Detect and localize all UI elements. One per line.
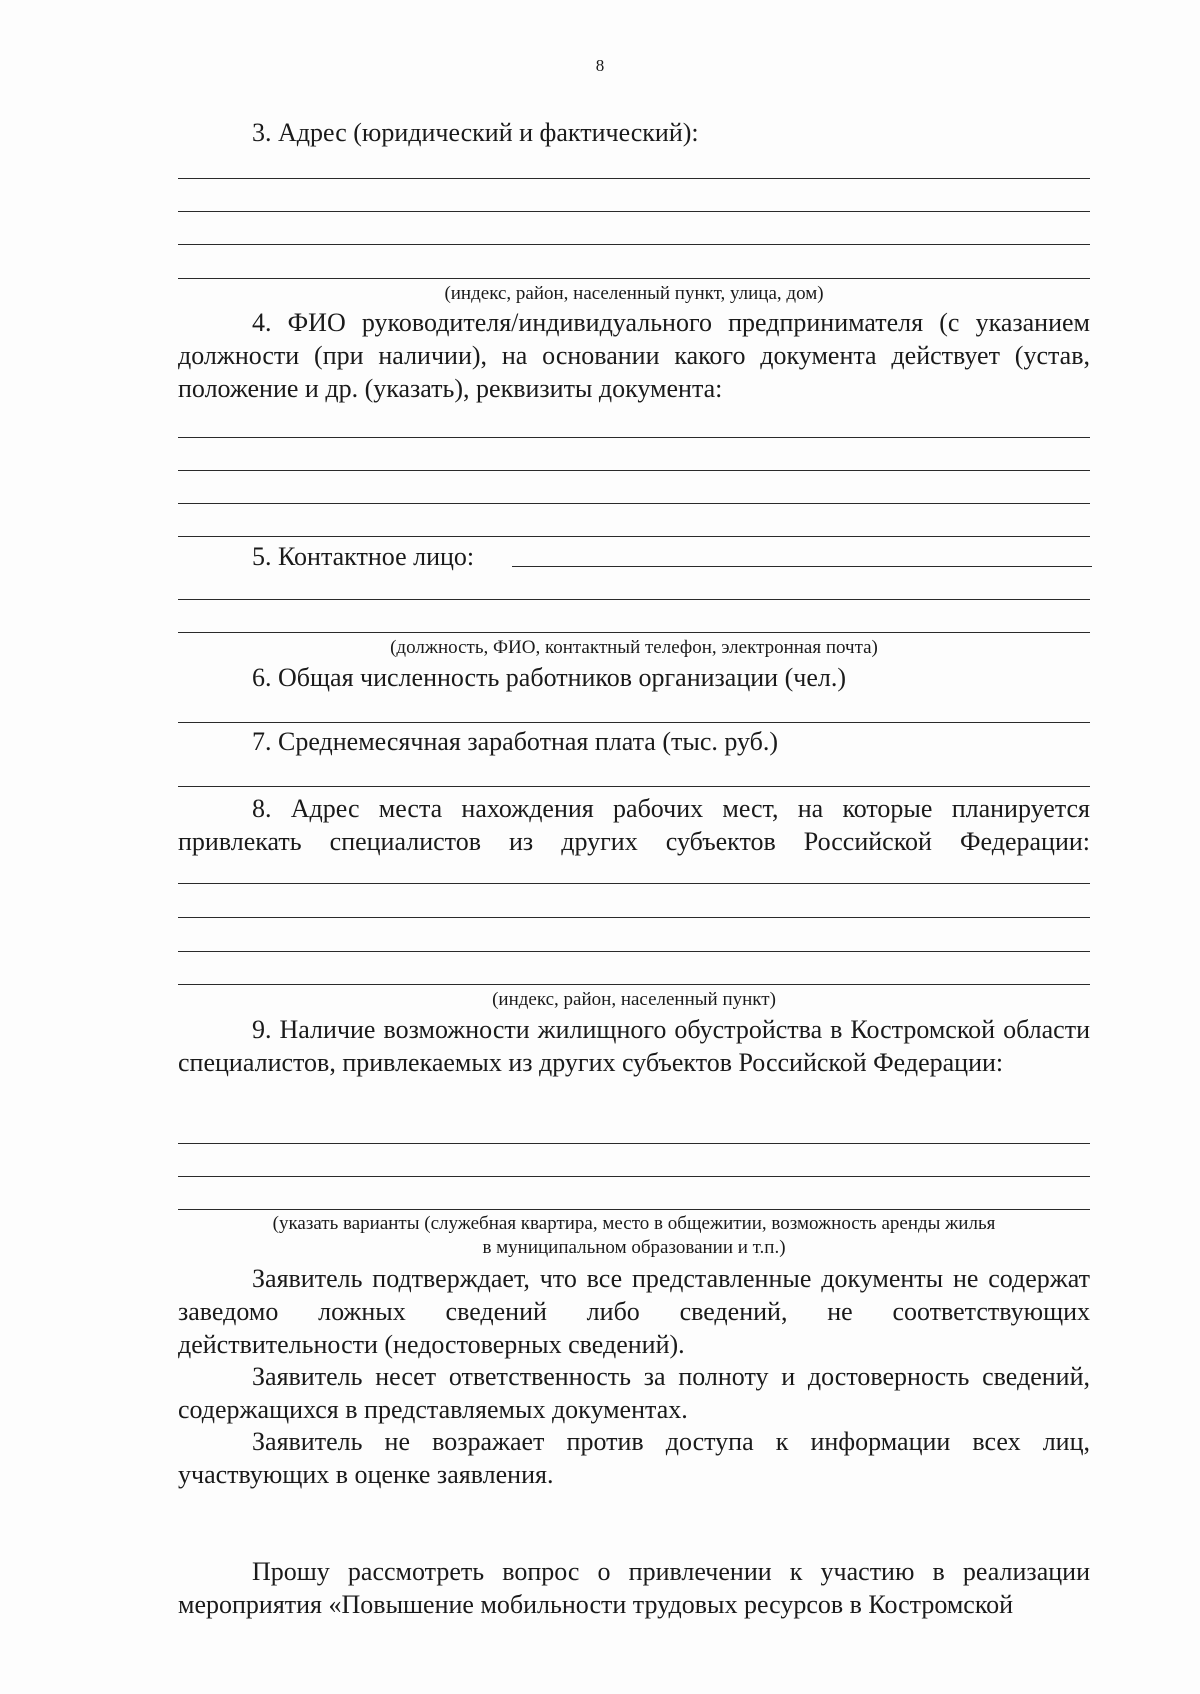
item4-line-1 — [178, 437, 1090, 438]
item3-line-4 — [178, 278, 1090, 279]
item6-line — [178, 722, 1090, 723]
item9-line-2 — [178, 1176, 1090, 1177]
item5-hint: (должность, ФИО, контактный телефон, электронная почта) — [390, 637, 878, 658]
item8-line-3 — [178, 951, 1090, 952]
item8-line-4 — [178, 984, 1090, 985]
page-number: 8 — [595, 56, 605, 75]
item8-line-1 — [178, 883, 1090, 884]
item5-line-2 — [178, 599, 1090, 600]
declaration-paragraph: Заявитель не возражает против доступа к информации всех лиц, участвующих в оценке заявления. — [178, 1427, 1090, 1489]
item7-label: 7. Среднемесячная заработная плата (тыс. руб.) — [252, 727, 779, 756]
declaration-paragraph: Заявитель несет ответственность за полноту и достоверность сведений, содержащихся в представляемых документах. — [178, 1362, 1090, 1424]
item4-line-3 — [178, 503, 1090, 504]
item3-line-1 — [178, 178, 1090, 179]
item9-line-3 — [178, 1209, 1090, 1210]
item9-hint-line-1: (указать варианты (служебная квартира, место в общежитии, возможность аренды жилья — [272, 1213, 996, 1234]
item4-line-2 — [178, 470, 1090, 471]
item9-hint-line-2: в муниципальном образовании и т.п.) — [482, 1237, 786, 1258]
item9-line-1 — [178, 1143, 1090, 1144]
item6-label: 6. Общая численность работников организации (чел.) — [252, 663, 847, 692]
item5-line-inline — [512, 566, 1092, 567]
item4-line-4 — [178, 536, 1090, 537]
item3-hint: (индекс, район, населенный пункт, улица, дом) — [444, 283, 824, 304]
item3-line-2 — [178, 211, 1090, 212]
item3-line-3 — [178, 244, 1090, 245]
item9-text: 9. Наличие возможности жилищного обустройства в Костромской области специалистов, привлекаемых из других субъектов Российской Федерации: — [178, 1015, 1090, 1077]
item3-label: 3. Адрес (юридический и фактический): — [252, 118, 699, 147]
item8-hint: (индекс, район, населенный пункт) — [492, 989, 776, 1010]
item8-text: 8. Адрес места нахождения рабочих мест, на которые планируется привлекать специалистов из других субъектов Российской Федерации: — [178, 794, 1090, 856]
item5-line-3 — [178, 632, 1090, 633]
request-paragraph: Прошу рассмотреть вопрос о привлечении к участию в реализации мероприятия «Повышение мобильности трудовых ресурсов в Костромской — [178, 1557, 1090, 1619]
item4-text: 4. ФИО руководителя/индивидуального предпринимателя (с указанием должности (при наличии), на основании какого документа действует (устав, положение и др. (указать), реквизиты документа: — [178, 308, 1090, 403]
item8-line-2 — [178, 917, 1090, 918]
declaration-paragraph: Заявитель подтверждает, что все представленные документы не содержат заведомо ложных сведений либо сведений, не соответствующих действительности (недостоверных сведений). — [178, 1264, 1090, 1359]
item5-label: 5. Контактное лицо: — [252, 542, 475, 571]
item7-line — [178, 786, 1090, 787]
